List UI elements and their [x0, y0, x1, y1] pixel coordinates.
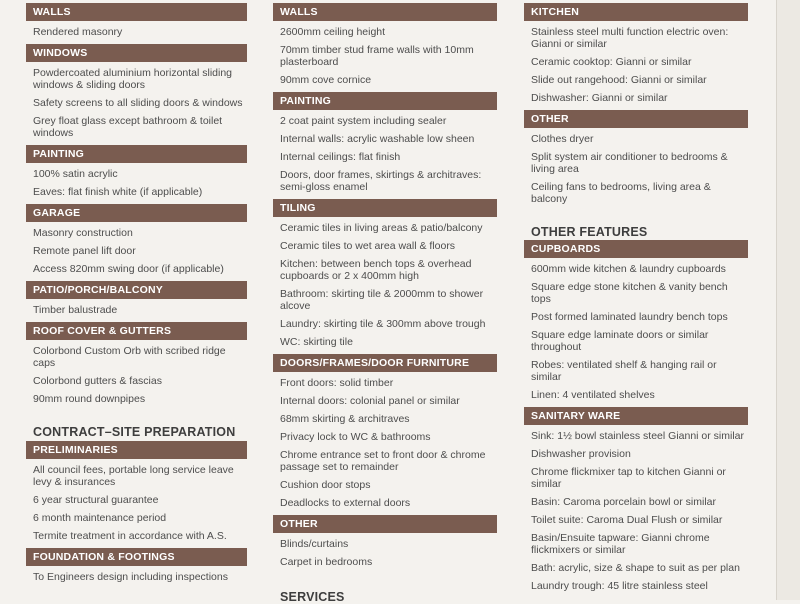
painting-header: PAINTING: [26, 145, 247, 163]
list-item: 70mm timber stud frame walls with 10mm plasterboard: [280, 44, 474, 68]
page-edge: [776, 0, 800, 600]
list-item: Split system air conditioner to bedrooms & living area: [531, 151, 728, 175]
list-item: Grey float glass except bathroom & toilet windows: [33, 115, 223, 139]
list-item: Termite treatment in accordance with A.S.: [33, 530, 227, 542]
list-item: Stainless steel multi function electric oven: Gianni or similar: [531, 26, 729, 50]
list-item: Robes: ventilated shelf & hanging rail or similar: [531, 359, 717, 383]
list-item: Internal walls: acrylic washable low sheen: [280, 133, 475, 145]
list-item: Slide out rangehood: Gianni or similar: [531, 74, 707, 86]
column-right: [524, 3, 748, 598]
list-item: Basin: Caroma porcelain bowl or similar: [531, 496, 716, 508]
list-item: Square edge stone kitchen & vanity bench tops: [531, 281, 728, 305]
sanitary-header: SANITARY WARE: [524, 407, 748, 425]
list-item: 90mm cove cornice: [280, 74, 372, 86]
section-title-contract: CONTRACT–SITE PREPARATION: [33, 425, 236, 439]
list-item: Front doors: solid timber: [280, 377, 394, 389]
list-item: Chrome entrance set to front door & chrome passage set to remainder: [280, 449, 486, 473]
list-item: 2600mm ceiling height: [280, 26, 386, 38]
list-item: Internal doors: colonial panel or similar: [280, 395, 460, 407]
section-title-other-features: OTHER FEATURES: [531, 225, 648, 239]
list-item: Post formed laminated laundry bench tops: [531, 311, 728, 323]
list-item: Ceramic tiles to wet area wall & floors: [280, 240, 456, 252]
patio-header: PATIO/PORCH/BALCONY: [26, 281, 247, 299]
column-middle: [273, 3, 497, 604]
list-item: Ceramic cooktop: Gianni or similar: [531, 56, 692, 68]
list-item: Colorbond gutters & fascias: [33, 375, 162, 387]
list-item: Safety screens to all sliding doors & windows: [33, 97, 243, 109]
list-item: Rendered masonry: [33, 26, 123, 38]
list-item: WC: skirting tile: [280, 336, 353, 348]
list-item: Ceramic tiles in living areas & patio/balcony: [280, 222, 483, 234]
cupboards-header: CUPBOARDS: [524, 240, 748, 258]
list-item: Colorbond Custom Orb with scribed ridge caps: [33, 345, 226, 369]
list-item: Sink: 1½ bowl stainless steel Gianni or similar: [531, 430, 745, 442]
list-item: Linen: 4 ventilated shelves: [531, 389, 655, 401]
list-item: 6 year structural guarantee: [33, 494, 159, 506]
list-item: 2 coat paint system including sealer: [280, 115, 447, 127]
list-item: 600mm wide kitchen & laundry cupboards: [531, 263, 726, 275]
list-item: Remote panel lift door: [33, 245, 136, 257]
preliminaries-header: PRELIMINARIES: [26, 441, 247, 459]
walls-header: WALLS: [273, 3, 497, 21]
list-item: 90mm round downpipes: [33, 393, 146, 405]
list-item: 100% satin acrylic: [33, 168, 118, 180]
list-item: Dishwasher provision: [531, 448, 631, 460]
column-left: [26, 3, 247, 589]
list-item: Masonry construction: [33, 227, 133, 239]
list-item: Bath: acrylic, size & shape to suit as per plan: [531, 562, 740, 574]
walls-header: WALLS: [26, 3, 247, 21]
list-item: Access 820mm swing door (if applicable): [33, 263, 224, 275]
painting-header: PAINTING: [273, 92, 497, 110]
list-item: Chrome flickmixer tap to kitchen Gianni or similar: [531, 466, 726, 490]
list-item: Laundry trough: 45 litre stainless steel: [531, 580, 708, 592]
doors-header: DOORS/FRAMES/DOOR FURNITURE: [273, 354, 497, 372]
list-item: Clothes dryer: [531, 133, 594, 145]
garage-header: GARAGE: [26, 204, 247, 222]
section-title-services: SERVICES: [280, 590, 345, 604]
list-item: Carpet in bedrooms: [280, 556, 373, 568]
list-item: All council fees, portable long service leave levy & insurances: [33, 464, 234, 488]
kitchen-header: KITCHEN: [524, 3, 748, 21]
list-item: Internal ceilings: flat finish: [280, 151, 401, 163]
list-item: 68mm skirting & architraves: [280, 413, 410, 425]
list-item: Laundry: skirting tile & 300mm above trough: [280, 318, 486, 330]
list-item: Blinds/curtains: [280, 538, 349, 550]
list-item: Timber balustrade: [33, 304, 118, 316]
list-item: Privacy lock to WC & bathrooms: [280, 431, 431, 443]
list-item: 6 month maintenance period: [33, 512, 167, 524]
tiling-header: TILING: [273, 199, 497, 217]
list-item: Ceiling fans to bedrooms, living area & balcony: [531, 181, 711, 205]
list-item: Kitchen: between bench tops & overhead cupboards or 2 x 400mm high: [280, 258, 472, 282]
list-item: Toilet suite: Caroma Dual Flush or similar: [531, 514, 723, 526]
list-item: Cushion door stops: [280, 479, 371, 491]
list-item: Eaves: flat finish white (if applicable): [33, 186, 203, 198]
list-item: Doors, door frames, skirtings & architraves: semi-gloss enamel: [280, 169, 482, 193]
windows-header: WINDOWS: [26, 44, 247, 62]
list-item: To Engineers design including inspections: [33, 571, 228, 583]
list-item: Basin/Ensuite tapware: Gianni chrome flickmixers or similar: [531, 532, 710, 556]
list-item: Deadlocks to external doors: [280, 497, 411, 509]
roof-header: ROOF COVER & GUTTERS: [26, 322, 247, 340]
list-item: Bathroom: skirting tile & 2000mm to shower alcove: [280, 288, 484, 312]
list-item: Dishwasher: Gianni or similar: [531, 92, 668, 104]
foundation-header: FOUNDATION & FOOTINGS: [26, 548, 247, 566]
other-header: OTHER: [273, 515, 497, 533]
list-item: Square edge laminate doors or similar throughout: [531, 329, 709, 353]
other-header: OTHER: [524, 110, 748, 128]
list-item: Powdercoated aluminium horizontal sliding windows & sliding doors: [33, 67, 233, 91]
